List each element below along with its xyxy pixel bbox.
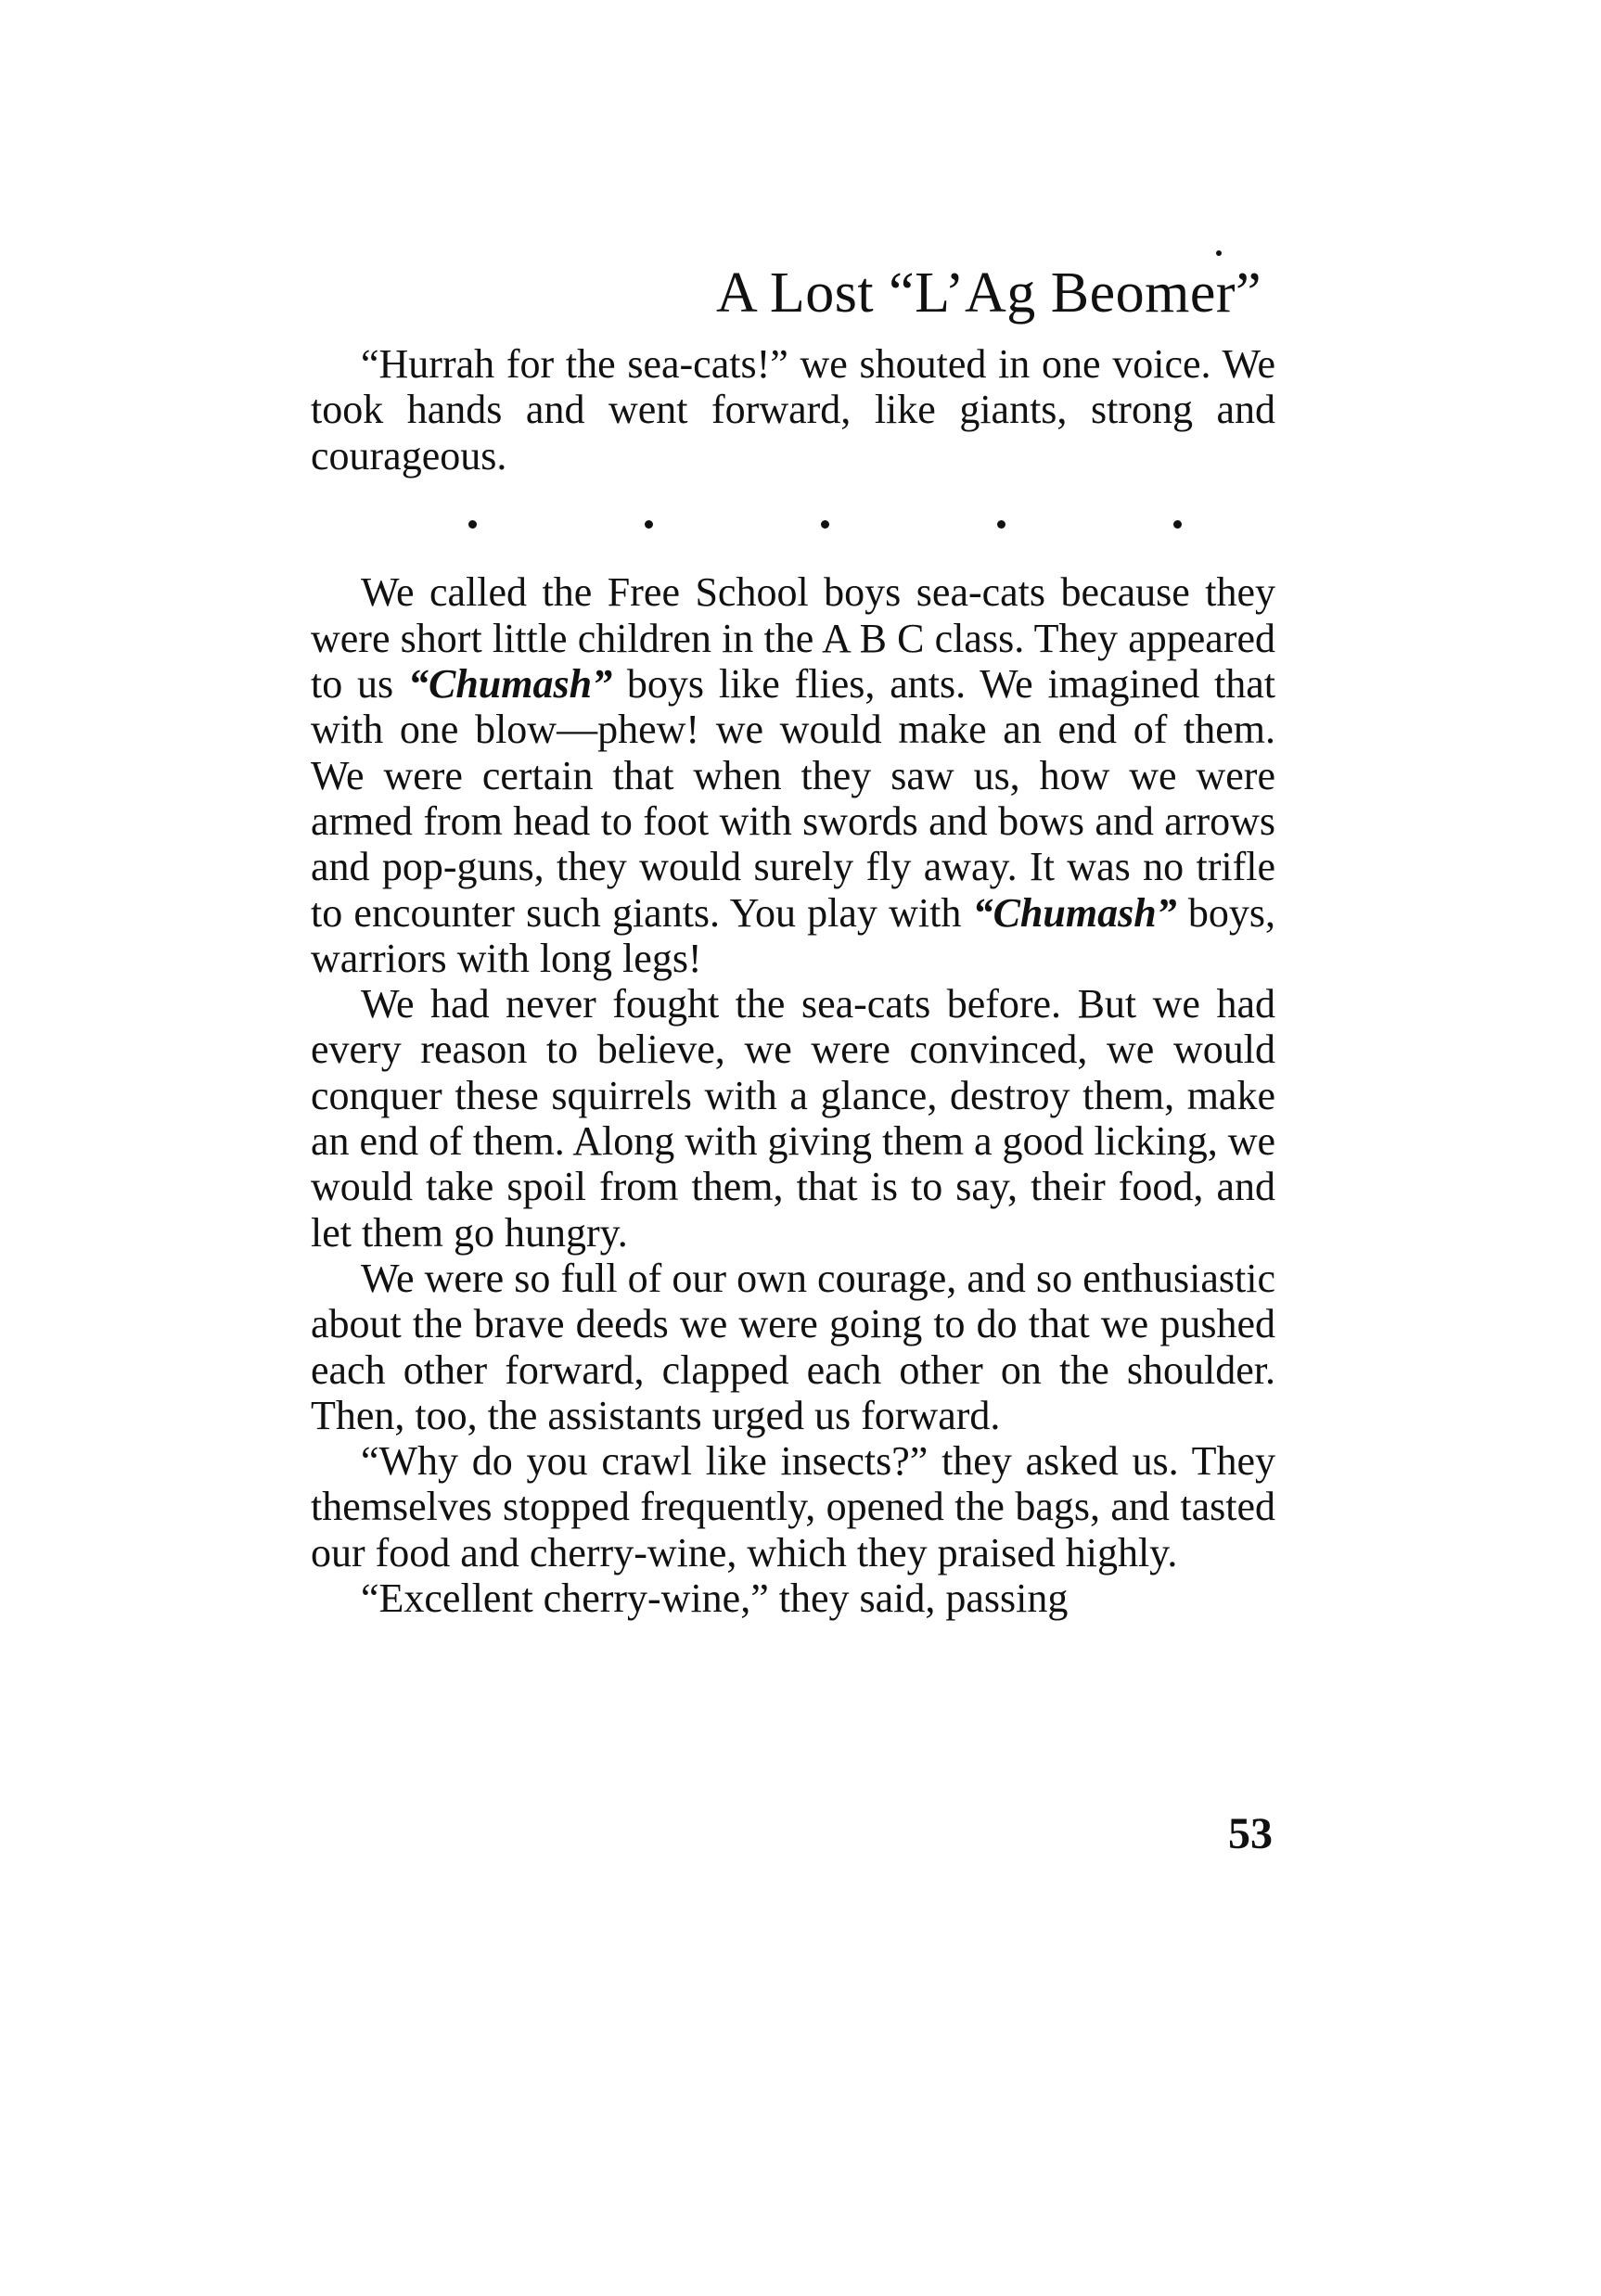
section-break-dot: [1173, 520, 1182, 529]
paragraph-2-part-b: boys like flies, ants. We imagined that with one blow—phew! we would make an end of them. We were certain that when they saw us, how we were armed from head to foot with swords and bows and arrows and pop-guns, they would surely fly away. It was no trifle to encounter such giants. You play with: [311, 661, 1275, 936]
paragraph-2: [311, 569, 1275, 981]
page-number: 53: [1228, 1809, 1273, 1858]
section-break: [311, 478, 1275, 570]
running-head: A Lost “L’Ag Beomer”: [716, 261, 1262, 325]
chumash-term: “Chumash”: [407, 661, 613, 708]
paragraph-2-part-c: boys, warriors with long legs!: [311, 889, 1275, 981]
paragraph-3: We had never fought the sea-cats before. But we had every reason to believe, we were convinced, we would conquer these squirrels with a glance, destroy them, make an end of them. Along with giving them a good licking, we would take spoil from them, that is to say, their food, and let them go hungry.: [311, 981, 1275, 1256]
body-text: [311, 341, 1275, 1621]
section-break-dot: [821, 520, 829, 529]
section-break-dot: [997, 520, 1005, 529]
paragraph-6: “Excellent cherry-wine,” they said, passing: [361, 1575, 1069, 1622]
paragraph-4: We were so full of our own courage, and so enthusiastic about the brave deeds we were going to do that we pushed each other forward, clapped each other on the shoulder. Then, too, the assistants urged us forward.: [311, 1255, 1275, 1438]
chumash-term: “Chumash”: [972, 889, 1177, 936]
section-break-dot: [645, 520, 653, 529]
section-break-dot: [468, 520, 477, 529]
paragraph-2-part-a: We called the Free School boys sea-cats because they were short little children in the A B C class. They appeared to us: [311, 569, 1275, 708]
ink-speck: [1216, 250, 1222, 256]
paragraph-1: “Hurrah for the sea-cats!” we shouted in one voice. We took hands and went forward, like giants, strong and courageous.: [311, 341, 1275, 478]
paragraph-5: “Why do you crawl like insects?” they asked us. They themselves stopped frequently, opened the bags, and tasted our food and cherry-wine, which they praised highly.: [311, 1438, 1275, 1575]
